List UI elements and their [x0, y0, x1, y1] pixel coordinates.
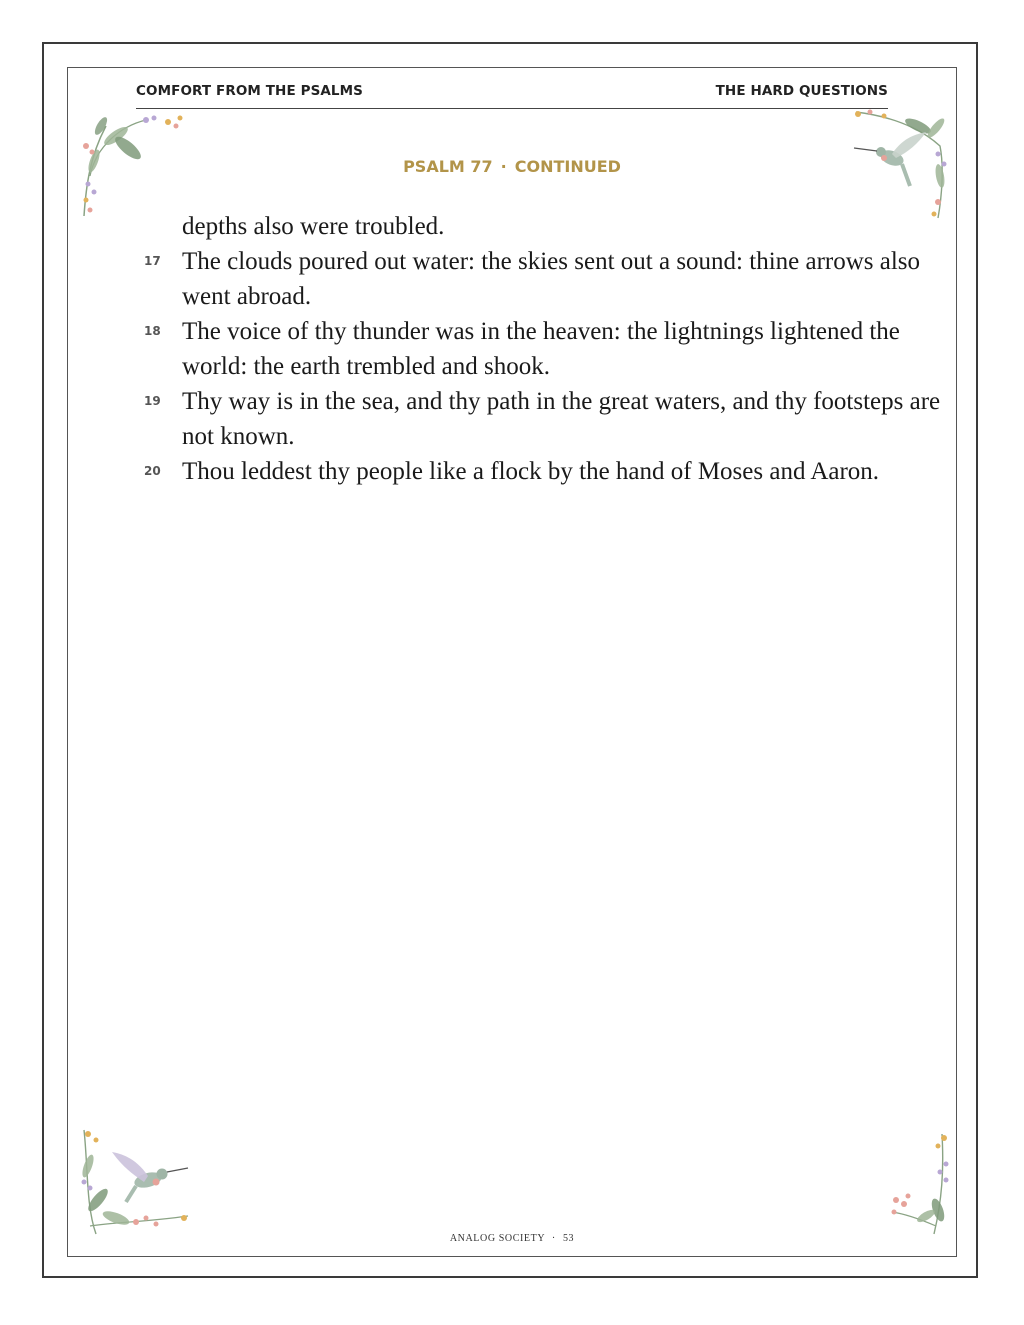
verse	[144, 384, 964, 454]
verse-number: 19	[144, 394, 161, 408]
section-title	[0, 157, 1024, 176]
verse	[144, 244, 964, 314]
hummingbird-floral-icon	[76, 1126, 194, 1238]
floral-corner-icon	[886, 1130, 954, 1238]
running-header-left: COMFORT FROM THE PSALMS	[136, 83, 363, 99]
verse-number: 17	[144, 254, 161, 268]
verse-text: depths also were troubled.	[182, 213, 445, 240]
verse-text: Thou leddest thy people like a flock by the hand of Moses and Aaron.	[182, 458, 880, 485]
verse-list	[144, 209, 964, 489]
verse-text: Thy way is in the sea, and thy path in the great waters, and thy footsteps are not known.	[182, 388, 941, 450]
verse-number: 20	[144, 464, 161, 478]
footer-brand: ANALOG SOCIETY	[449, 1233, 545, 1244]
verse-text: The clouds poured out water: the skies sent out a sound: thine arrows also went abroad.	[182, 248, 921, 310]
header-divider	[136, 108, 888, 109]
page-number: 53	[562, 1233, 575, 1244]
page-footer	[0, 1233, 1024, 1244]
verse-number: 18	[144, 324, 161, 338]
continued-label: CONTINUED	[514, 157, 621, 176]
verse	[144, 209, 964, 244]
running-header-right: THE HARD QUESTIONS	[715, 83, 888, 99]
footer-separator: ·	[551, 1233, 556, 1244]
psalm-number: PSALM 77	[403, 157, 493, 176]
verse	[144, 314, 964, 384]
verse-text: The voice of thy thunder was in the heaven: the lightnings lightened the world: the earth trembled and shook.	[182, 318, 900, 380]
title-separator: ·	[500, 157, 507, 176]
verse	[144, 454, 964, 489]
